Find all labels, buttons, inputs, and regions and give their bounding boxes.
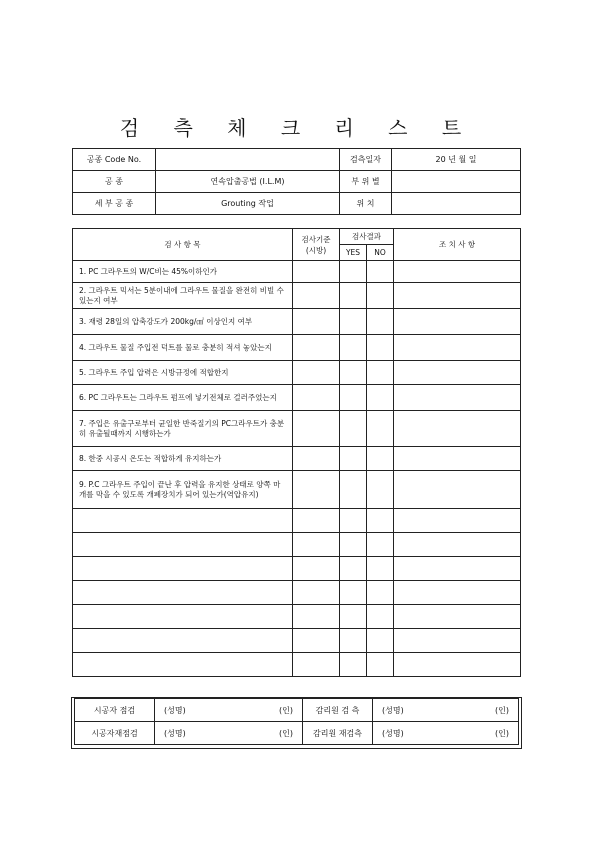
no-cell[interactable] bbox=[367, 361, 394, 385]
item-text: 5. 그라우트 주입 압력은 시방규정에 적합한지 bbox=[73, 361, 293, 385]
code-value[interactable] bbox=[156, 149, 340, 171]
header-yes: YES bbox=[340, 245, 367, 261]
table-row bbox=[73, 385, 521, 411]
no-cell[interactable] bbox=[367, 283, 394, 309]
table-row bbox=[73, 629, 521, 653]
work-label: 공 종 bbox=[73, 171, 156, 193]
action-cell[interactable] bbox=[394, 471, 521, 509]
table-row bbox=[73, 361, 521, 385]
table-row bbox=[73, 335, 521, 361]
row2-left-sign[interactable] bbox=[155, 722, 303, 745]
yes-cell[interactable] bbox=[340, 557, 367, 581]
yes-cell[interactable] bbox=[340, 411, 367, 447]
table-row bbox=[73, 283, 521, 309]
row2-right-sign[interactable] bbox=[373, 722, 519, 745]
no-cell[interactable] bbox=[367, 447, 394, 471]
criteria-cell[interactable] bbox=[293, 261, 340, 283]
header-result: 검사결과 bbox=[340, 229, 394, 245]
date-value[interactable]: 20 년 월 일 bbox=[392, 149, 521, 171]
action-cell[interactable] bbox=[394, 411, 521, 447]
no-cell[interactable] bbox=[367, 411, 394, 447]
header-no: NO bbox=[367, 245, 394, 261]
no-cell[interactable] bbox=[367, 309, 394, 335]
table-row bbox=[73, 509, 521, 533]
no-cell[interactable] bbox=[367, 471, 394, 509]
criteria-cell[interactable] bbox=[293, 385, 340, 411]
date-label: 검측일자 bbox=[340, 149, 392, 171]
row1-left-sign[interactable] bbox=[155, 699, 303, 722]
item-text: 2. 그라우트 믹서는 5분이내에 그라우트 물질을 완전히 비빌 수 있는지 여부 bbox=[73, 283, 293, 309]
criteria-cell[interactable] bbox=[293, 283, 340, 309]
row2-left-label: 시공자재점검 bbox=[75, 722, 155, 745]
criteria-cell[interactable] bbox=[293, 581, 340, 605]
part-value[interactable] bbox=[392, 171, 521, 193]
action-cell[interactable] bbox=[394, 335, 521, 361]
item-text: 9. P.C 그라우트 주입이 끝난 후 압력을 유지한 상태로 양쪽 마개를 막을 수 있도록 개폐장치가 되어 있는가(역압유지) bbox=[73, 471, 293, 509]
item-text: 3. 재령 28일의 압축강도가 200kg/㎠ 이상인지 여부 bbox=[73, 309, 293, 335]
criteria-cell[interactable] bbox=[293, 447, 340, 471]
yes-cell[interactable] bbox=[340, 309, 367, 335]
table-row bbox=[73, 653, 521, 677]
seal-label: (인) bbox=[279, 705, 293, 715]
table-row bbox=[73, 533, 521, 557]
criteria-cell[interactable] bbox=[293, 309, 340, 335]
code-label: 공종 Code No. bbox=[73, 149, 156, 171]
item-text bbox=[73, 629, 293, 653]
loc-label: 위 치 bbox=[340, 193, 392, 215]
loc-value[interactable] bbox=[392, 193, 521, 215]
action-cell[interactable] bbox=[394, 361, 521, 385]
sign-name-label: (성명) bbox=[382, 728, 404, 738]
criteria-cell[interactable] bbox=[293, 557, 340, 581]
seal-label: (인) bbox=[495, 705, 509, 715]
criteria-cell[interactable] bbox=[293, 335, 340, 361]
yes-cell[interactable] bbox=[340, 361, 367, 385]
item-text bbox=[73, 509, 293, 533]
sign-name-label: (성명) bbox=[164, 705, 186, 715]
action-cell[interactable] bbox=[394, 557, 521, 581]
item-text: 6. PC 그라우트는 그라우트 펌프에 넣기전체로 걸러주었는지 bbox=[73, 385, 293, 411]
table-row bbox=[73, 261, 521, 283]
action-cell[interactable] bbox=[394, 629, 521, 653]
yes-cell[interactable] bbox=[340, 629, 367, 653]
seal-label: (인) bbox=[279, 728, 293, 738]
sign-name-label: (성명) bbox=[164, 728, 186, 738]
item-text: 1. PC 그라우트의 W/C비는 45%이하인가 bbox=[73, 261, 293, 283]
criteria-cell[interactable] bbox=[293, 509, 340, 533]
item-text bbox=[73, 581, 293, 605]
criteria-cell[interactable] bbox=[293, 411, 340, 447]
criteria-cell[interactable] bbox=[293, 361, 340, 385]
work-value[interactable]: 연속압출공법 (I.L.M) bbox=[156, 171, 340, 193]
criteria-cell[interactable] bbox=[293, 653, 340, 677]
no-cell[interactable] bbox=[367, 385, 394, 411]
criteria-cell[interactable] bbox=[293, 605, 340, 629]
row1-left-label: 시공자 점검 bbox=[75, 699, 155, 722]
table-row bbox=[73, 605, 521, 629]
sign-name-label: (성명) bbox=[382, 705, 404, 715]
detail-value[interactable]: Grouting 작업 bbox=[156, 193, 340, 215]
table-row bbox=[73, 447, 521, 471]
table-row bbox=[73, 557, 521, 581]
table-row bbox=[73, 581, 521, 605]
header-criteria: 검사기준 (시방) bbox=[293, 229, 340, 261]
action-cell[interactable] bbox=[394, 653, 521, 677]
header-action: 조 치 사 항 bbox=[394, 229, 521, 261]
yes-cell[interactable] bbox=[340, 509, 367, 533]
row2-right-label: 감리원 재검측 bbox=[303, 722, 373, 745]
yes-cell[interactable] bbox=[340, 335, 367, 361]
criteria-cell[interactable] bbox=[293, 629, 340, 653]
yes-cell[interactable] bbox=[340, 283, 367, 309]
item-text: 7. 주입은 유출구로부터 균일한 반죽질기의 PC그라우트가 충분히 유출될때까지 시행하는가 bbox=[73, 411, 293, 447]
part-label: 부 위 별 bbox=[340, 171, 392, 193]
action-cell[interactable] bbox=[394, 385, 521, 411]
row1-right-label: 감리원 검 측 bbox=[303, 699, 373, 722]
action-cell[interactable] bbox=[394, 283, 521, 309]
checklist-table bbox=[72, 228, 521, 677]
row1-right-sign[interactable] bbox=[373, 699, 519, 722]
page-title: 검 측 체 크 리 스 트 bbox=[119, 116, 476, 140]
item-text: 8. 한중 시공시 온도는 적합하게 유지하는가 bbox=[73, 447, 293, 471]
item-text: 4. 그라우트 물질 주입전 덕트를 물로 충분히 적셔 놓았는지 bbox=[73, 335, 293, 361]
no-cell[interactable] bbox=[367, 261, 394, 283]
table-row bbox=[73, 471, 521, 509]
no-cell[interactable] bbox=[367, 605, 394, 629]
action-cell[interactable] bbox=[394, 605, 521, 629]
info-table bbox=[72, 148, 521, 215]
yes-cell[interactable] bbox=[340, 261, 367, 283]
item-text bbox=[73, 605, 293, 629]
no-cell[interactable] bbox=[367, 581, 394, 605]
item-text bbox=[73, 533, 293, 557]
no-cell[interactable] bbox=[367, 533, 394, 557]
signature-table bbox=[74, 698, 519, 745]
action-cell[interactable] bbox=[394, 533, 521, 557]
item-text bbox=[73, 557, 293, 581]
yes-cell[interactable] bbox=[340, 471, 367, 509]
no-cell[interactable] bbox=[367, 509, 394, 533]
yes-cell[interactable] bbox=[340, 447, 367, 471]
yes-cell[interactable] bbox=[340, 653, 367, 677]
criteria-cell[interactable] bbox=[293, 533, 340, 557]
action-cell[interactable] bbox=[394, 309, 521, 335]
yes-cell[interactable] bbox=[340, 581, 367, 605]
criteria-cell[interactable] bbox=[293, 471, 340, 509]
no-cell[interactable] bbox=[367, 557, 394, 581]
seal-label: (인) bbox=[495, 728, 509, 738]
yes-cell[interactable] bbox=[340, 533, 367, 557]
no-cell[interactable] bbox=[367, 335, 394, 361]
action-cell[interactable] bbox=[394, 581, 521, 605]
no-cell[interactable] bbox=[367, 629, 394, 653]
no-cell[interactable] bbox=[367, 653, 394, 677]
table-row bbox=[73, 309, 521, 335]
action-cell[interactable] bbox=[394, 261, 521, 283]
action-cell[interactable] bbox=[394, 447, 521, 471]
table-row bbox=[73, 411, 521, 447]
action-cell[interactable] bbox=[394, 509, 521, 533]
item-text bbox=[73, 653, 293, 677]
yes-cell[interactable] bbox=[340, 385, 367, 411]
detail-label: 세 부 공 종 bbox=[73, 193, 156, 215]
header-item: 검 사 항 목 bbox=[73, 229, 293, 261]
yes-cell[interactable] bbox=[340, 605, 367, 629]
